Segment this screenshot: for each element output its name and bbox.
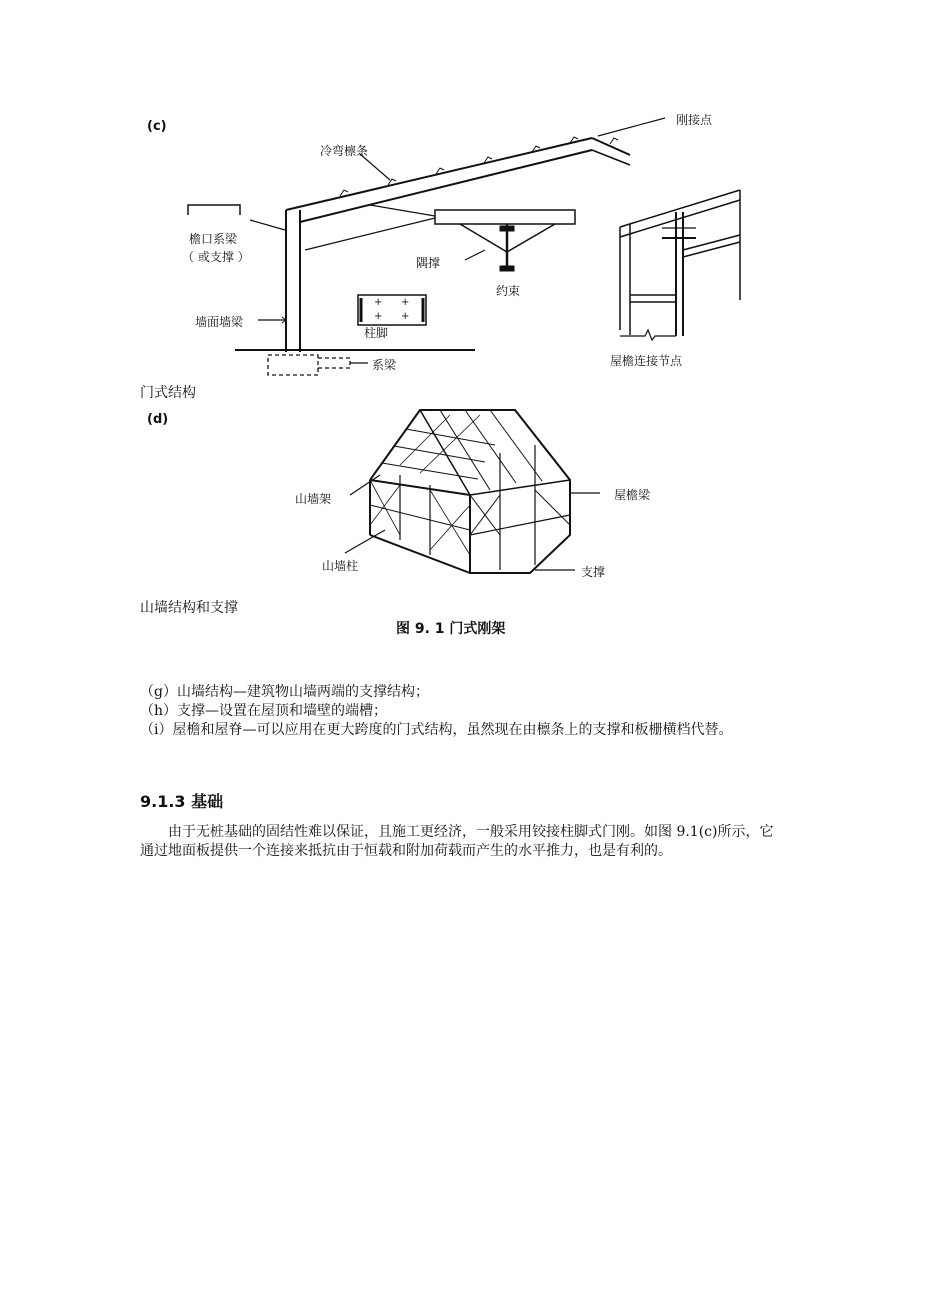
label-eave-beam: 屋檐梁 (614, 488, 651, 502)
label-knee-brace: 隅撑 (416, 256, 441, 270)
panel-label-d: (d) (147, 412, 169, 427)
label-gable-frame: 山墙架 (295, 492, 332, 506)
label-tie-beam: 系梁 (372, 358, 397, 372)
list-item: （i）屋檐和屋脊—可以应用在更大跨度的门式结构，虽然现在由檩条上的支撑和板栅横档代替。 (140, 722, 733, 738)
svg-text:+: + (374, 297, 383, 308)
label-restraint: 约束 (496, 284, 521, 298)
caption-d: 山墙结构和支撑 (140, 600, 238, 616)
label-eave-tie: 檐口系梁 (189, 232, 238, 246)
figure-title: 图 9. 1 门式刚架 (396, 621, 506, 637)
svg-text:+: + (374, 311, 383, 322)
label-eave-tie-alt: （ 或支撑 ） (182, 250, 250, 264)
label-wall-girt: 墙面墙梁 (195, 315, 244, 329)
label-gable-column: 山墙柱 (322, 559, 359, 573)
label-column-base: 柱脚 (364, 326, 389, 340)
svg-text:+: + (401, 297, 410, 308)
label-bracing: 支撑 (581, 565, 606, 579)
label-cold-purlin: 冷弯檩条 (320, 144, 369, 158)
section-heading: 9.1.3 基础 (140, 792, 224, 811)
caption-c: 门式结构 (140, 385, 196, 401)
label-rigid-joint: 刚接点 (676, 113, 713, 127)
panel-label-c: (c) (147, 119, 167, 134)
label-eave-node: 屋檐连接节点 (610, 354, 683, 368)
list-item: （h）支撑—设置在屋顶和墙壁的端槽； (140, 703, 388, 719)
svg-text:+: + (401, 311, 410, 322)
list-item: （g）山墙结构—建筑物山墙两端的支撑结构； (140, 684, 429, 700)
body-paragraph: 由于无桩基础的固结性难以保证，且施工更经济，一般采用铰接柱脚式门刚。如图 9.1(c)所示，它通过地面板提供一个连接来抵抗由于恒载和附加荷载而产生的水平推力，也是有利的。 (140, 824, 774, 859)
